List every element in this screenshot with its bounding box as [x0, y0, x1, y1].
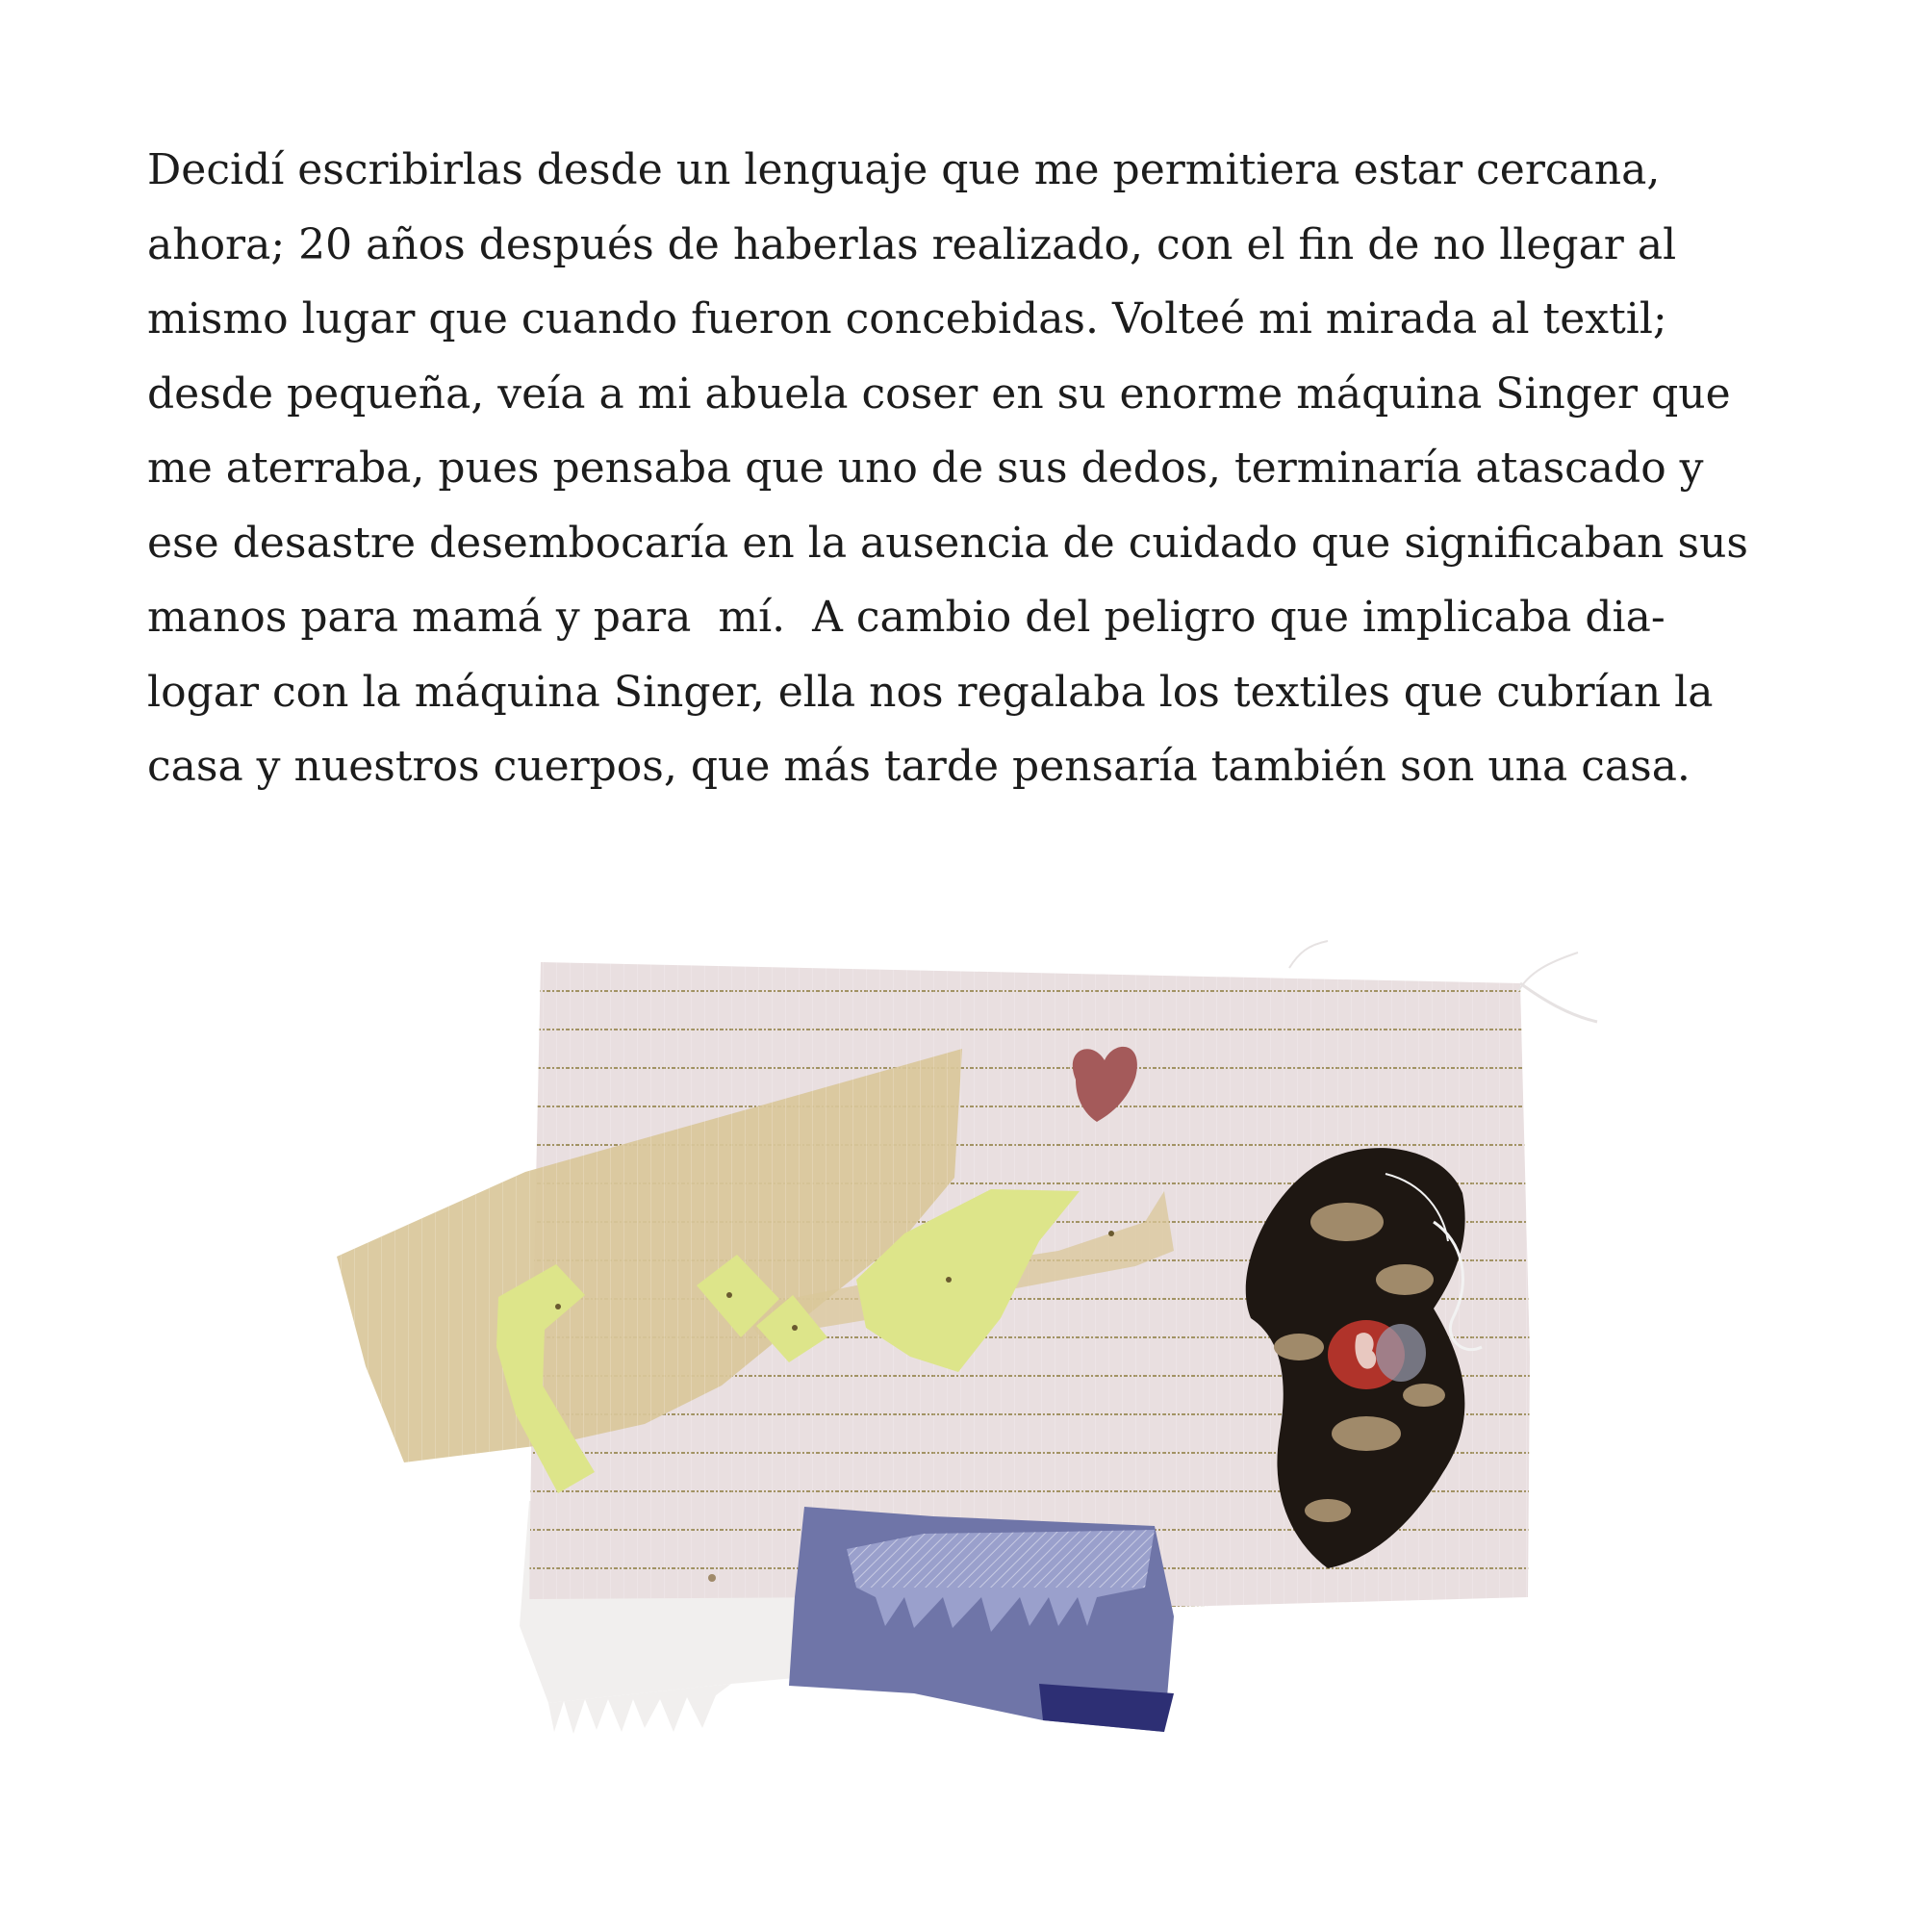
body-paragraph — [147, 133, 1802, 804]
textile-collage — [327, 933, 1636, 1780]
loose-thread — [1289, 941, 1328, 968]
stitch-mark — [1108, 1231, 1114, 1236]
loose-thread — [1520, 983, 1597, 1022]
stitch-mark — [708, 1574, 716, 1582]
leopard-spot — [1403, 1384, 1445, 1407]
grey-disc — [1376, 1324, 1426, 1382]
leopard-spot — [1274, 1334, 1324, 1360]
paragraph-line: desde pequeña, veía a mi abuela coser en su enorme máquina Singer que — [147, 369, 1731, 419]
paragraph-line: manos para mamá y para mí. A cambio del peligro que implicaba dia- — [147, 593, 1665, 642]
paragraph-line: casa y nuestros cuerpos, que más tarde pensaría también son una casa. — [147, 742, 1690, 791]
stitch-mark — [726, 1292, 732, 1298]
stitch-mark — [792, 1325, 798, 1331]
loose-thread — [1518, 953, 1578, 991]
leopard-spot — [1305, 1499, 1351, 1522]
paragraph-line: ahora; 20 años después de haberlas realizado, con el fin de no llegar al — [147, 219, 1677, 269]
stitch-mark — [555, 1304, 561, 1309]
leopard-spot — [1376, 1264, 1434, 1295]
paragraph-line: mismo lugar que cuando fueron concebidas. Volteé mi mirada al textil; — [147, 294, 1667, 343]
stitch-mark — [946, 1277, 952, 1283]
paragraph-line: logar con la máquina Singer, ella nos regalaba los textiles que cubrían la — [147, 667, 1714, 717]
paragraph-line: me aterraba, pues pensaba que uno de sus dedos, terminaría atascado y — [147, 444, 1704, 493]
paragraph-line: Decidí escribirlas desde un lenguaje que me permitiera estar cercana, — [147, 145, 1661, 194]
paragraph-line: ese desastre desembocaría en la ausencia de cuidado que significaban sus — [147, 518, 1748, 568]
leopard-spot — [1310, 1203, 1384, 1241]
leopard-spot — [1332, 1416, 1401, 1451]
